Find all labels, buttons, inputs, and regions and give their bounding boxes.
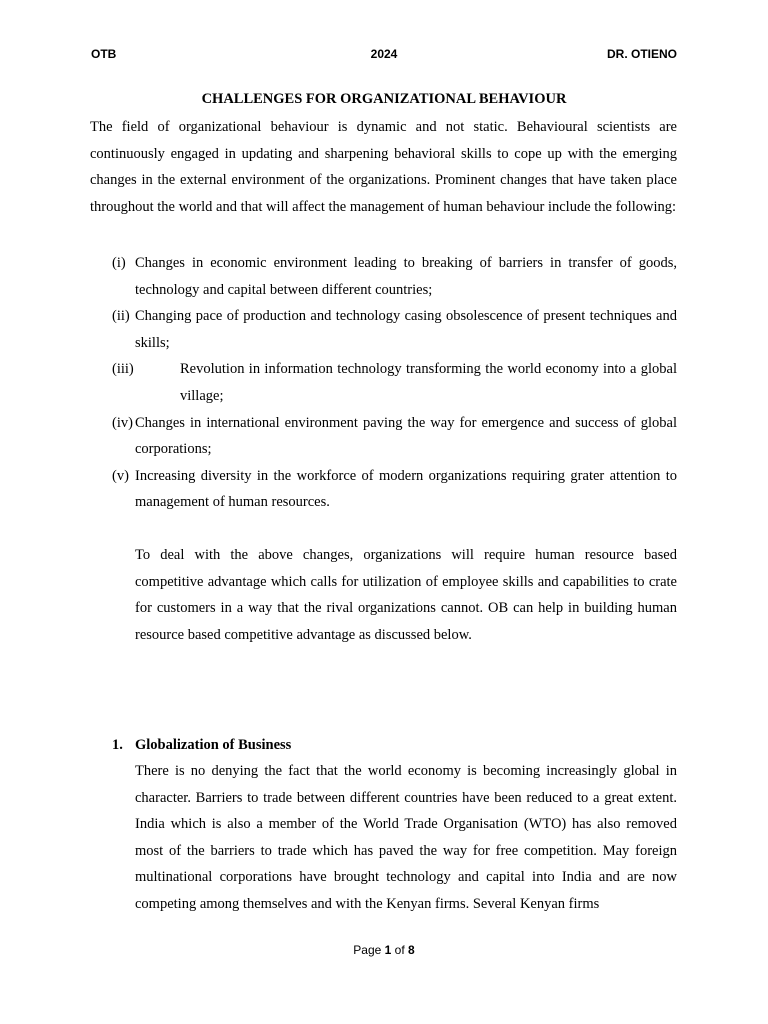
footer-page-word: Page xyxy=(353,943,382,957)
globalization-paragraph: There is no denying the fact that the world economy is becoming increasingly global in character. Barriers to trade between different countries have been reduced to a great extent. India which is also a member of the World Trade Organisation (WTO) has also removed most of the barriers to trade which has paved the way for free competition. May foreign multinational corporations have brought technology and capital into India and are now competing among themselves and with the Kenyan firms. Several Kenyan firms xyxy=(135,763,677,912)
list-item xyxy=(112,250,677,303)
header-author: DR. OTIENO xyxy=(606,47,677,61)
list-item-text: Changes in international environment paving the way for emergence and success of global corporations; xyxy=(135,414,677,458)
list-item-number: (i) xyxy=(112,255,126,271)
footer-current-page: 1 xyxy=(384,943,392,957)
header-year: 2024 xyxy=(370,47,398,61)
list-item-number: (v) xyxy=(112,467,129,484)
page-footer xyxy=(0,943,768,957)
header-left: OTB xyxy=(91,47,117,61)
competitive-advantage-paragraph: To deal with the above changes, organizations will require human resource based competitive advantage which calls for utilization of employee skills and capabilities to crate for customers in a way that the rival organizations cannot. OB can help in building human resource based competitive advantage as discussed below. xyxy=(135,547,677,643)
intro-paragraph: The field of organizational behaviour is dynamic and not static. Behavioural scientists are continuously engaged in updating and sharpening behavioral skills to cope up with the emerging changes in the external environment of the organizations. Prominent changes that have taken place throughout the world and that will affect the management of human behaviour include the following: xyxy=(90,119,677,215)
list-item-number: (iv) xyxy=(112,414,133,431)
list-item-text: Revolution in information technology transforming the world economy into a global village; xyxy=(180,361,677,404)
document-title: CHALLENGES FOR ORGANIZATIONAL BEHAVIOUR xyxy=(201,91,567,107)
section-number: 1. xyxy=(112,737,123,753)
list-item xyxy=(112,303,677,356)
list-item-number: (iii) xyxy=(112,361,134,378)
list-item-text: Increasing diversity in the workforce of modern organizations requiring grater attention to management of human resources. xyxy=(135,467,677,511)
section-title: Globalization of Business xyxy=(135,737,292,753)
list-item-text: Changes in economic environment leading to breaking of barriers in transfer of goods, technology and capital between different countries; xyxy=(135,255,677,298)
list-item xyxy=(112,410,677,463)
list-item-text: Changing pace of production and technology casing obsolescence of present techniques and skills; xyxy=(135,308,677,351)
changes-list xyxy=(112,250,677,516)
list-item xyxy=(112,463,677,516)
section-heading xyxy=(112,732,677,759)
list-item xyxy=(112,356,677,409)
footer-total-pages: 8 xyxy=(408,943,415,957)
footer-of-word: of xyxy=(394,943,405,957)
list-item-number: (ii) xyxy=(112,308,130,325)
